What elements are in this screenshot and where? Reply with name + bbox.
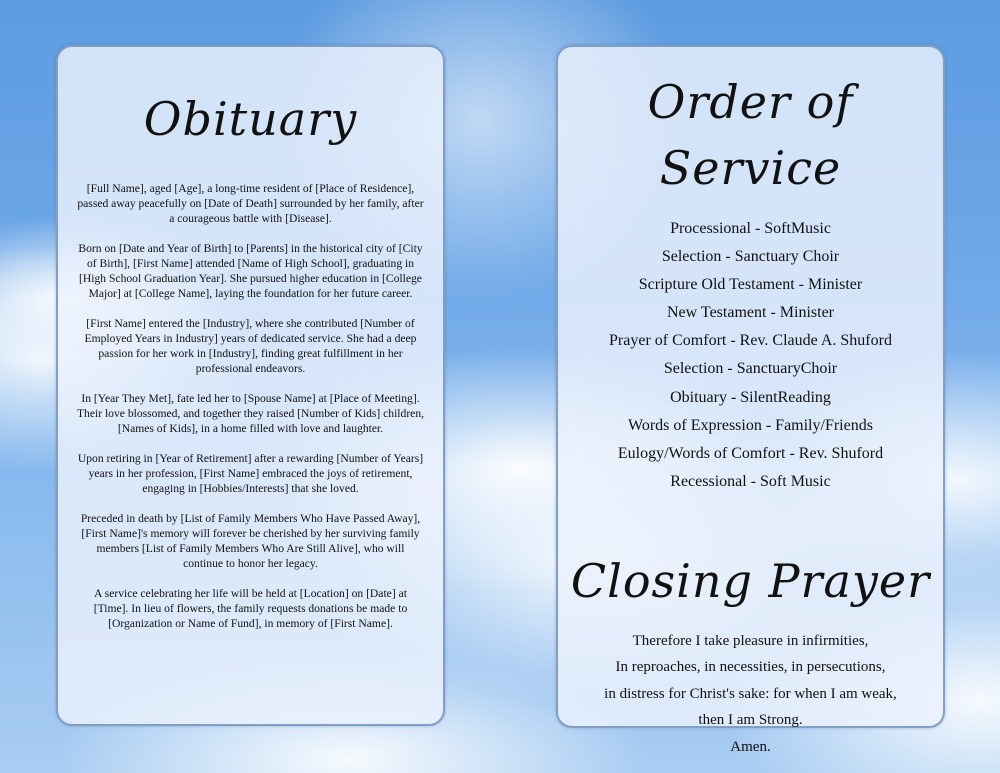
service-item: Eulogy/Words of Comfort - Rev. Shuford [617,444,884,462]
prayer-text [568,628,933,761]
service-item: Selection - Sanctuary Choir [661,248,840,266]
service-item: Obituary - SilentReading [670,388,831,406]
service-item: Words of Expression - Family/Friends [628,416,873,434]
service-item: Processional - SoftMusic [670,220,831,237]
service-item: Prayer of Comfort - Rev. Claude A. Shuford [609,332,892,350]
obituary-paragraph: Born on [Date and Year of Birth] to [Parents] in the historical city of [City of Birth], [First Name] attended [Name of High School], graduating in [High School Graduation Year]. She pursued higher education in [College Major] at [College Name], laying the foundation for her future career. [78,242,423,300]
service-item: Selection - SanctuaryChoir [663,360,838,378]
obituary-panel [56,45,445,726]
order-of-service-title: Order of Service [647,75,854,195]
obituary-paragraph: [Full Name], aged [Age], a long-time resident of [Place of Residence], passed away peacefully on [Date of Death] surrounded by her family, after a courageous battle with [Disease]. [77,182,424,225]
service-item: Scripture Old Testament - Minister [638,276,863,294]
obituary-paragraph: A service celebrating her life will be held at [Location] on [Date] at [Time]. In lieu of flowers, the family requests donations be made to [Organization or Name of Fund], in memory of [First Name]. [93,587,408,630]
service-item: New Testament - Minister [667,304,834,322]
service-list [568,215,933,496]
prayer-line: Amen. [730,738,771,755]
closing-prayer-title: Closing Prayer [570,553,931,608]
service-item: Recessional - Soft Music [670,472,831,490]
obituary-paragraph: Upon retiring in [Year of Retirement] after a rewarding [Number of Years] years in her profession, [First Name] embraced the joys of retirement, engaging in [Hobbies/Interests] that she loved. [77,452,424,495]
prayer-line: In reproaches, in necessities, in persecutions, [615,659,886,676]
prayer-line: Therefore I take pleasure in infirmities, [632,632,869,649]
prayer-line: then I am Strong. [698,712,803,729]
obituary-paragraph: In [Year They Met], fate led her to [Spouse Name] at [Place of Meeting]. Their love blossomed, and together they raised [Number of Kids] children, [Names of Kids], in a home filled with love and laughter. [76,392,425,435]
prayer-line: in distress for Christ's sake: for when I am weak, [604,685,897,702]
obituary-paragraph: [First Name] entered the [Industry], where she contributed [Number of Employed Years in Industry] years of dedicated service. She had a deep passion for her work in [Industry], finding great fulfillment in her professional endeavors. [84,317,417,375]
service-panel [556,45,945,755]
obituary-paragraph: Preceded in death by [List of Family Members Who Have Passed Away], [First Name]'s memory will forever be cherished by her surviving family members [List of Family Members Who Are Still Alive], who will continue to honor her legacy. [80,512,421,570]
obituary-title: Obituary [143,92,358,146]
